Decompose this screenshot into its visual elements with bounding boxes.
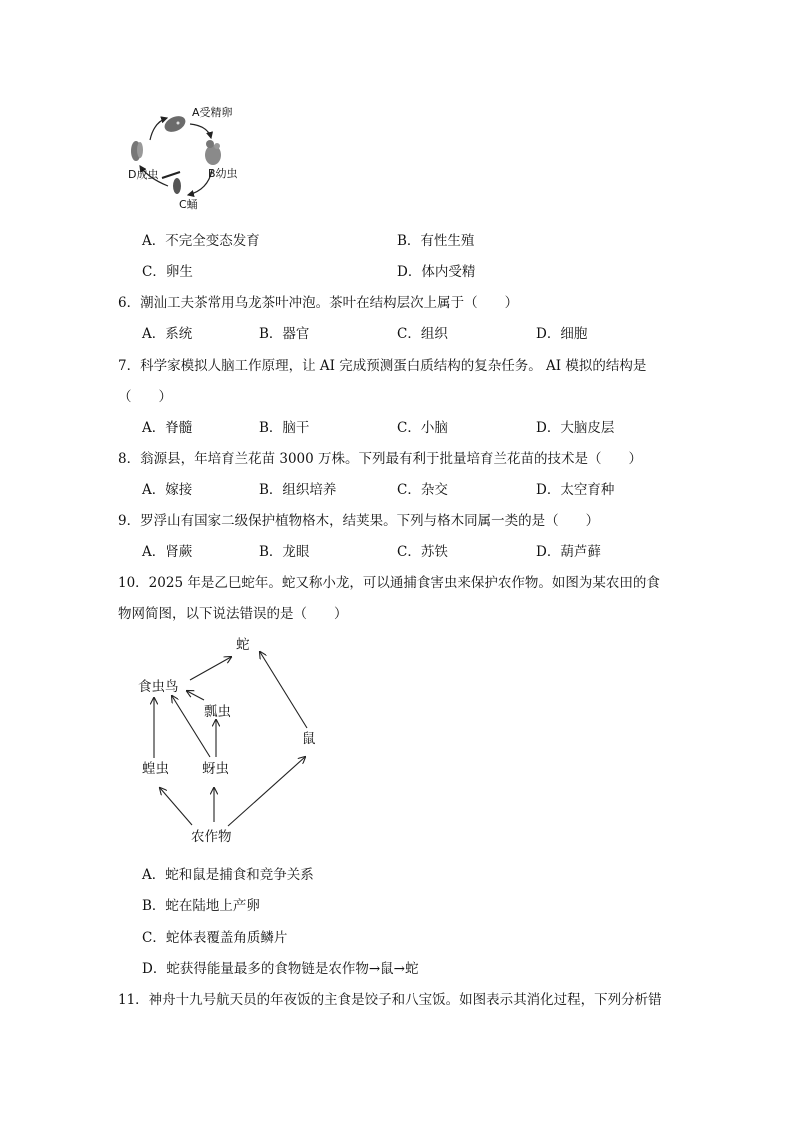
node-insectivorous-bird: 食虫鸟	[138, 679, 179, 695]
q5-option-c[interactable]: C．卵生	[142, 264, 193, 280]
q8-option-d[interactable]: D．太空育种	[536, 482, 615, 498]
q7-stem-line2: （ ）	[118, 389, 172, 405]
q6-option-b[interactable]: B．器官	[259, 326, 310, 342]
pupa-icon	[162, 172, 181, 194]
q8-option-c[interactable]: C．杂交	[397, 482, 448, 498]
q10-option-b[interactable]: B．蛇在陆地上产卵	[142, 898, 260, 914]
label-pupa: C蛹	[179, 198, 198, 211]
q9-option-d[interactable]: D．葫芦藓	[536, 544, 601, 560]
q7-stem-line1: 7．科学家模拟人脑工作原理，让 AI 完成预测蛋白质结构的复杂任务。 AI 模拟的结构是	[118, 358, 647, 374]
node-locust: 蝗虫	[142, 761, 169, 777]
arrow-crop-mouse	[228, 757, 305, 826]
lifecycle-diagram	[120, 100, 260, 215]
q6-option-c[interactable]: C．组织	[397, 326, 448, 342]
arrow-crop-locust	[160, 788, 192, 825]
q10-option-c[interactable]: C．蛇体表覆盖角质鳞片	[142, 930, 288, 946]
q10-stem-line2: 物网简图，以下说法错误的是（ ）	[118, 606, 348, 622]
q7-option-a[interactable]: A．脊髓	[142, 420, 193, 436]
q10-stem-line1: 10．2025 年是乙巳蛇年。蛇又称小龙，可以通捕食害虫来保护农作物。如图为某农田的食	[118, 575, 660, 591]
food-web-diagram	[130, 630, 340, 850]
food-web-figure	[130, 630, 340, 850]
q6-option-a[interactable]: A．系统	[142, 326, 193, 342]
node-crop: 农作物	[191, 829, 232, 845]
q7-option-d[interactable]: D．大脑皮层	[536, 420, 615, 436]
label-larva: B幼虫	[208, 167, 238, 180]
node-snake: 蛇	[236, 637, 250, 653]
arrow-bird-snake	[190, 657, 231, 680]
q11-stem: 11．神舟十九号航天员的年夜饭的主食是饺子和八宝饭。如图表示其消化过程，下列分析错	[118, 992, 662, 1008]
egg-leaf-icon	[162, 113, 188, 135]
q10-option-d[interactable]: D．蛇获得能量最多的食物链是农作物→鼠→蛇	[142, 961, 419, 977]
larva-icon	[205, 140, 221, 165]
q6-stem: 6．潮汕工夫茶常用乌龙茶叶冲泡。茶叶在结构层次上属于（ ）	[118, 295, 519, 311]
q6-option-d[interactable]: D．细胞	[536, 326, 588, 342]
q8-option-a[interactable]: A．嫁接	[142, 482, 193, 498]
q7-option-c[interactable]: C．小脑	[397, 420, 448, 436]
q5-option-d[interactable]: D．体内受精	[397, 264, 476, 280]
label-adult: D成虫	[128, 168, 159, 181]
lifecycle-figure	[120, 100, 260, 215]
q5-option-b[interactable]: B．有性生殖	[397, 233, 475, 249]
q8-option-b[interactable]: B．组织培养	[259, 482, 337, 498]
q7-option-b[interactable]: B．脑干	[259, 420, 310, 436]
adult-icon	[131, 141, 143, 161]
q10-option-a[interactable]: A．蛇和鼠是捕食和竞争关系	[142, 867, 314, 883]
q9-stem: 9．罗浮山有国家二级保护植物格木，结荚果。下列与格木同属一类的是（ ）	[118, 513, 600, 529]
node-aphid: 蚜虫	[202, 761, 229, 777]
q8-stem: 8．翁源县，年培育兰花苗 3000 万株。下列最有利于批量培育兰花苗的技术是（ ）	[118, 451, 643, 467]
node-ladybug: 瓢虫	[204, 704, 231, 720]
q5-option-a[interactable]: A．不完全变态发育	[142, 233, 260, 249]
label-egg: A受精卵	[192, 106, 233, 119]
arrow-mouse-snake	[260, 652, 307, 728]
q9-option-a[interactable]: A．肾蕨	[142, 544, 193, 560]
q9-option-c[interactable]: C．苏铁	[397, 544, 448, 560]
q9-option-b[interactable]: B．龙眼	[259, 544, 310, 560]
arrow-ladybug-bird	[187, 691, 204, 700]
node-mouse: 鼠	[302, 731, 316, 747]
